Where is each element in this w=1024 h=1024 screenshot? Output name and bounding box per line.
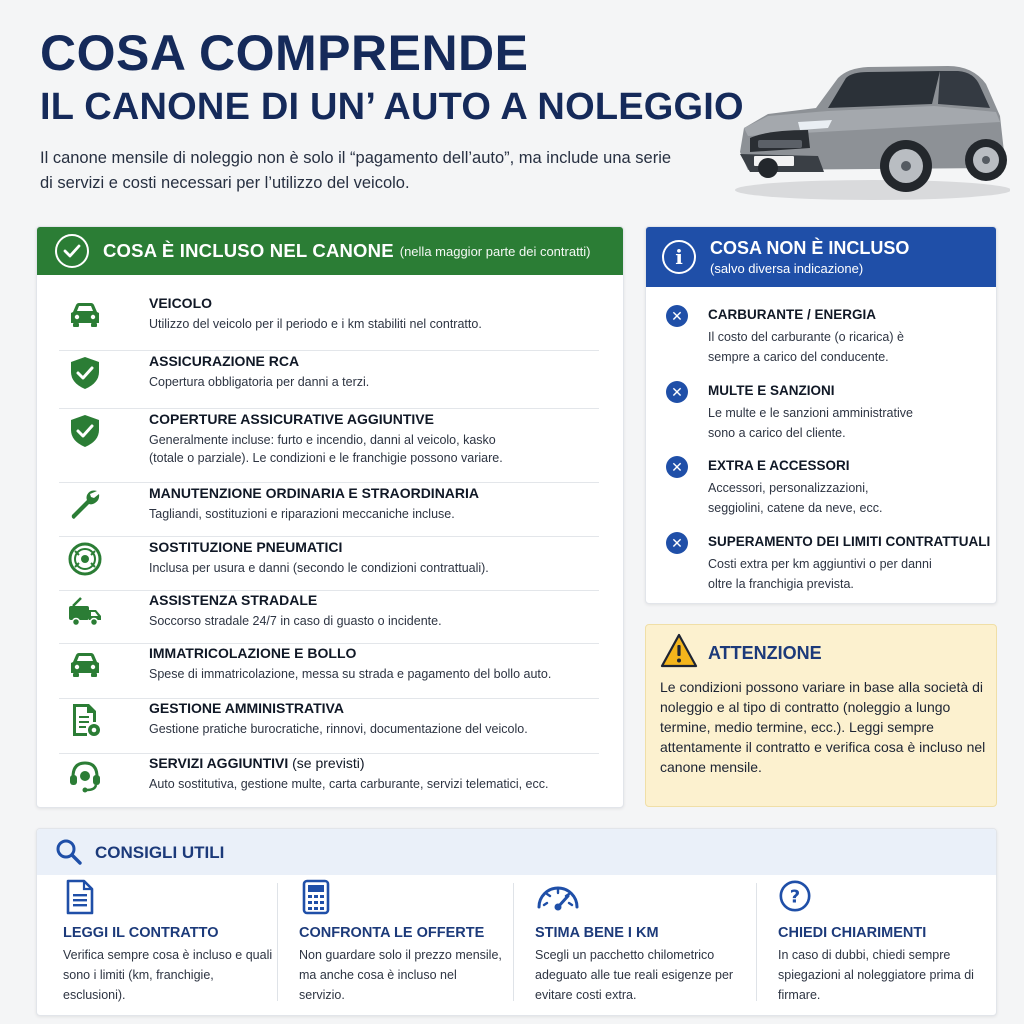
included-item-desc: Generalmente incluse: furto e incendio, danni al veicolo, kasko (totale o parziale). Le condizioni e le franchigie possono variare.	[149, 433, 503, 465]
included-subheading: (nella maggior parte dei contratti)	[399, 243, 591, 259]
tip-item	[535, 879, 771, 1009]
tip-desc: Non guardare solo il prezzo mensile, ma anche cosa è incluso nel servizio.	[299, 948, 502, 1002]
calculator-icon	[299, 879, 333, 915]
wrench-icon	[67, 487, 103, 523]
not-included-item-desc: Costi extra per km aggiuntivi o per danni oltre la franchigia prevista.	[708, 557, 932, 591]
car-illustration	[728, 56, 1010, 206]
not-included-item	[666, 456, 986, 520]
tip-desc: Scegli un pacchetto chilometrico adeguato alle tue reali esigenze per evitare costi extra.	[535, 948, 734, 1002]
included-item-title-text: SOSTITUZIONE PNEUMATICI	[149, 539, 343, 555]
included-item-title	[149, 539, 342, 555]
shield-check-icon	[67, 355, 103, 391]
included-item-title-text: VEICOLO	[149, 295, 213, 311]
included-item-title	[149, 592, 317, 608]
close-circle-icon: ✕	[666, 305, 688, 327]
included-item-title	[149, 411, 434, 427]
not-included-item-title: MULTE E SANZIONI	[708, 383, 835, 398]
included-item-desc: Spese di immatricolazione, messa su strada e pagamento del bollo auto.	[149, 667, 552, 681]
included-item-desc: Tagliandi, sostituzioni e riparazioni meccaniche incluse.	[149, 507, 455, 521]
included-item-title-text: SERVIZI AGGIUNTIVI	[149, 755, 289, 771]
close-circle-icon: ✕	[666, 456, 688, 478]
not-included-header	[646, 227, 996, 287]
tips-header	[37, 829, 996, 875]
included-item-title	[149, 353, 299, 369]
included-item-title	[149, 485, 479, 501]
info-icon: i	[662, 240, 696, 274]
included-item	[59, 353, 599, 409]
headset-icon	[67, 757, 103, 793]
question-icon	[778, 879, 812, 915]
included-item-title	[149, 755, 365, 771]
included-panel	[36, 226, 624, 808]
not-included-item-desc: Le multe e le sanzioni amministrative sono a carico del cliente.	[708, 406, 913, 440]
tip-desc: In caso di dubbi, chiedi sempre spiegazioni al noleggiatore prima di firmare.	[778, 948, 974, 1002]
not-included-item-desc: Il costo del carburante (o ricarica) è sempre a carico del conducente.	[708, 330, 904, 364]
tip-item	[63, 879, 299, 1009]
not-included-item	[666, 532, 991, 596]
included-item-title-text: IMMATRICOLAZIONE E BOLLO	[149, 645, 357, 661]
included-item	[59, 755, 599, 811]
not-included-subheading: (salvo diversa indicazione)	[710, 261, 864, 276]
tip-item	[299, 879, 535, 1009]
included-item	[59, 295, 599, 351]
included-item-title	[149, 295, 212, 311]
tip-desc: Verifica sempre cosa è incluso e quali sono i limiti (km, franchigie, esclusioni).	[63, 948, 273, 1002]
included-item-desc: Soccorso stradale 24/7 in caso di guasto o incidente.	[149, 614, 442, 628]
checkmark-circle-icon	[55, 234, 89, 268]
tip-title: STIMA BENE I KM	[535, 925, 659, 941]
included-item	[59, 411, 599, 483]
included-item-title-text: GESTIONE AMMINISTRATIVA	[149, 700, 344, 716]
warning-box	[645, 624, 997, 807]
document-icon	[63, 879, 97, 915]
included-item-desc: Utilizzo del veicolo per il periodo e i km stabiliti nel contratto.	[149, 317, 482, 331]
divider	[277, 883, 278, 1001]
warning-heading: ATTENZIONE	[708, 643, 822, 663]
not-included-item	[666, 305, 986, 369]
included-heading: COSA È INCLUSO NEL CANONE	[103, 240, 394, 261]
shield-check-icon	[67, 413, 103, 449]
included-item	[59, 592, 599, 644]
included-item-title-text: COPERTURE ASSICURATIVE AGGIUNTIVE	[149, 411, 434, 427]
page-title: COSA COMPRENDE	[40, 25, 529, 81]
tow-truck-icon	[67, 594, 103, 630]
page-subtitle: IL CANONE DI UN’ AUTO A NOLEGGIO	[40, 86, 744, 128]
included-item-title-text: ASSISTENZA STRADALE	[149, 592, 318, 608]
not-included-panel	[645, 226, 997, 604]
svg-text:?: ?	[789, 886, 801, 908]
included-item-desc: Inclusa per usura e danni (secondo le condizioni contrattuali).	[149, 561, 489, 575]
tips-heading: CONSIGLI UTILI	[95, 843, 225, 862]
included-item-note: (se previsti)	[292, 755, 365, 771]
document-gear-icon	[67, 702, 103, 738]
included-item	[59, 539, 599, 591]
not-included-heading: COSA NON È INCLUSO	[710, 238, 910, 258]
included-item-title-text: MANUTENZIONE ORDINARIA E STRAORDINARIA	[149, 485, 480, 501]
included-item	[59, 485, 599, 537]
tire-icon	[67, 541, 103, 577]
tip-title: LEGGI IL CONTRATTO	[63, 925, 219, 941]
car-icon	[67, 647, 103, 683]
tip-item	[778, 879, 1014, 1009]
divider	[756, 883, 757, 1001]
search-icon	[55, 838, 83, 866]
close-circle-icon: ✕	[666, 381, 688, 403]
included-item-title-text: ASSICURAZIONE RCA	[149, 353, 300, 369]
included-item-desc: Auto sostitutiva, gestione multe, carta carburante, servizi telematici, ecc.	[149, 777, 549, 791]
intro-text: Il canone mensile di noleggio non è solo il “pagamento dell’auto”, ma include una serie di servizi e costi necessari per l’utilizzo del veicolo.	[40, 149, 672, 192]
warning-icon	[660, 633, 698, 669]
not-included-item-desc: Accessori, personalizzazioni, seggiolini, catene da neve, ecc.	[708, 481, 883, 515]
tip-title: CONFRONTA LE OFFERTE	[299, 925, 485, 941]
close-circle-icon: ✕	[666, 532, 688, 554]
car-icon	[67, 297, 103, 333]
tip-title: CHIEDI CHIARIMENTI	[778, 925, 927, 941]
included-item	[59, 700, 599, 754]
included-header	[37, 227, 623, 275]
included-item-title	[149, 645, 356, 661]
divider	[513, 883, 514, 1001]
included-item-desc: Gestione pratiche burocratiche, rinnovi, documentazione del veicolo.	[149, 722, 528, 736]
tips-panel	[36, 828, 997, 1016]
warning-text: Le condizioni possono variare in base alla società di noleggio e al tipo di contratto (noleggio a lungo termine, medio termine, ecc.). Leggi sempre attentamente il contratto e verifica cosa è incluso nel canone mensile.	[660, 679, 986, 775]
not-included-item-title: SUPERAMENTO DEI LIMITI CONTRATTUALI	[708, 534, 991, 549]
included-item	[59, 645, 599, 699]
not-included-item	[666, 381, 986, 445]
not-included-item-title: EXTRA E ACCESSORI	[708, 458, 850, 473]
not-included-item-title: CARBURANTE / ENERGIA	[708, 307, 877, 322]
speedometer-icon	[535, 879, 581, 915]
included-item-title	[149, 700, 344, 716]
included-item-desc: Copertura obbligatoria per danni a terzi.	[149, 375, 370, 389]
